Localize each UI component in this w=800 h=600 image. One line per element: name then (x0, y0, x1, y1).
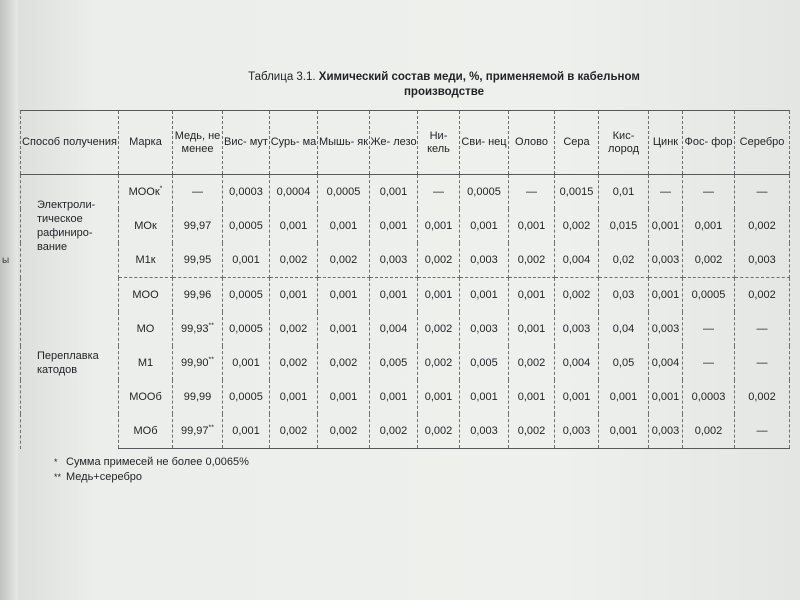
cell-grade: МООб (119, 380, 173, 414)
cell-bismuth: 0,0005 (223, 278, 270, 313)
footnote (54, 455, 249, 470)
cell-bismuth: 0,001 (223, 346, 270, 380)
cell-copper: 99,96 (173, 278, 223, 313)
cell-silver: — (735, 346, 790, 380)
col-grade: Марка (119, 111, 173, 175)
cell-copper: 99,99 (173, 380, 223, 414)
copper-composition-table (20, 110, 790, 449)
cell-lead: 0,001 (460, 380, 509, 414)
cell-oxygen: 0,001 (599, 414, 649, 449)
edge-letter: ы (2, 255, 10, 266)
cell-nickel: 0,001 (418, 380, 460, 414)
cell-zinc: 0,001 (649, 380, 683, 414)
method-remelting: Переплавка катодов (21, 278, 119, 449)
caption-label: Таблица 3.1. (248, 71, 316, 83)
cell-lead: 0,003 (460, 243, 509, 278)
cell-bismuth: 0,0005 (223, 380, 270, 414)
cell-copper: 99,95 (173, 243, 223, 278)
cell-zinc: — (649, 175, 683, 210)
cell-phosphorus: 0,002 (683, 414, 735, 449)
col-zinc: Цинк (649, 111, 683, 175)
col-antimony: Сурь- ма (270, 111, 318, 175)
cell-lead: 0,003 (460, 312, 509, 346)
table-row (21, 414, 790, 449)
cell-iron: 0,001 (370, 209, 418, 243)
cell-iron: 0,001 (370, 278, 418, 313)
cell-antimony: 0,002 (270, 243, 318, 278)
cell-arsenic: 0,001 (318, 312, 370, 346)
cell-nickel: — (418, 175, 460, 210)
footnote-text: Медь+серебро (66, 471, 143, 483)
cell-zinc: 0,004 (649, 346, 683, 380)
cell-grade: М1 (119, 346, 173, 380)
cell-lead: 0,005 (460, 346, 509, 380)
cell-iron: 0,001 (370, 380, 418, 414)
cell-silver: — (735, 175, 790, 210)
caption-title: Химический состав меди, %, применяемой в кабельном (318, 71, 640, 83)
cell-phosphorus: — (683, 346, 735, 380)
cell-iron: 0,003 (370, 243, 418, 278)
cell-copper: 99,97** (173, 414, 223, 449)
table-row (21, 380, 790, 414)
cell-arsenic: 0,001 (318, 278, 370, 313)
footnote-mark: ** (54, 472, 62, 482)
cell-sulfur: 0,004 (555, 346, 599, 380)
cell-silver: — (735, 312, 790, 346)
cell-tin: 0,002 (509, 414, 555, 449)
cell-tin: 0,002 (509, 243, 555, 278)
col-copper: Медь, не менее (173, 111, 223, 175)
cell-arsenic: 0,002 (318, 243, 370, 278)
cell-arsenic: 0,002 (318, 346, 370, 380)
cell-iron: 0,005 (370, 346, 418, 380)
cell-bismuth: 0,001 (223, 243, 270, 278)
cell-antimony: 0,002 (270, 414, 318, 449)
cell-oxygen: 0,02 (599, 243, 649, 278)
col-oxygen: Кис- лород (599, 111, 649, 175)
cell-antimony: 0,001 (270, 278, 318, 313)
footnote-mark: * (54, 457, 58, 467)
footnotes (54, 455, 249, 485)
cell-arsenic: 0,002 (318, 414, 370, 449)
cell-zinc: 0,001 (649, 278, 683, 313)
col-tin: Олово (509, 111, 555, 175)
cell-grade: МОб (119, 414, 173, 449)
cell-tin: — (509, 175, 555, 210)
col-lead: Сви- нец (460, 111, 509, 175)
cell-bismuth: 0,0005 (223, 312, 270, 346)
cell-phosphorus: 0,002 (683, 243, 735, 278)
table-row (21, 243, 790, 278)
col-phosphorus: Фос- фор (683, 111, 735, 175)
col-bismuth: Вис- мут (223, 111, 270, 175)
table-row (21, 175, 790, 210)
table-row (21, 312, 790, 346)
cell-oxygen: 0,05 (599, 346, 649, 380)
col-nickel: Ни- кель (418, 111, 460, 175)
cell-zinc: 0,001 (649, 209, 683, 243)
cell-copper: — (173, 175, 223, 210)
cell-oxygen: 0,01 (599, 175, 649, 210)
cell-phosphorus: — (683, 312, 735, 346)
cell-sulfur: 0,002 (555, 209, 599, 243)
cell-grade: МО (119, 312, 173, 346)
cell-copper: 99,93** (173, 312, 223, 346)
method-electrolytic: Электроли- тическое рафиниро- вание (21, 175, 119, 278)
cell-bismuth: 0,001 (223, 414, 270, 449)
cell-tin: 0,001 (509, 312, 555, 346)
cell-tin: 0,001 (509, 278, 555, 313)
cell-grade: МОО (119, 278, 173, 313)
cell-lead: 0,003 (460, 414, 509, 449)
cell-sulfur: 0,0015 (555, 175, 599, 210)
cell-sulfur: 0,002 (555, 278, 599, 313)
cell-oxygen: 0,03 (599, 278, 649, 313)
cell-oxygen: 0,015 (599, 209, 649, 243)
cell-tin: 0,002 (509, 346, 555, 380)
col-sulfur: Сера (555, 111, 599, 175)
table-row (21, 278, 790, 313)
header-row (21, 111, 790, 175)
table-row (21, 209, 790, 243)
cell-bismuth: 0,0005 (223, 209, 270, 243)
col-silver: Серебро (735, 111, 790, 175)
cell-arsenic: 0,001 (318, 380, 370, 414)
cell-antimony: 0,002 (270, 346, 318, 380)
cell-sulfur: 0,001 (555, 380, 599, 414)
cell-antimony: 0,002 (270, 312, 318, 346)
cell-nickel: 0,001 (418, 209, 460, 243)
cell-grade: МОк (119, 209, 173, 243)
cell-sulfur: 0,003 (555, 312, 599, 346)
cell-arsenic: 0,001 (318, 209, 370, 243)
cell-silver: 0,002 (735, 278, 790, 313)
cell-silver: — (735, 414, 790, 449)
cell-lead: 0,0005 (460, 175, 509, 210)
cell-lead: 0,001 (460, 209, 509, 243)
cell-phosphorus: 0,0005 (683, 278, 735, 313)
cell-iron: 0,004 (370, 312, 418, 346)
cell-oxygen: 0,001 (599, 380, 649, 414)
col-iron: Же- лезо (370, 111, 418, 175)
cell-grade: М1к (119, 243, 173, 278)
col-method: Способ получения (21, 111, 119, 175)
cell-antimony: 0,001 (270, 380, 318, 414)
cell-tin: 0,001 (509, 209, 555, 243)
cell-antimony: 0,001 (270, 209, 318, 243)
cell-copper: 99,90** (173, 346, 223, 380)
cell-phosphorus: — (683, 175, 735, 210)
cell-lead: 0,001 (460, 278, 509, 313)
cell-sulfur: 0,003 (555, 414, 599, 449)
cell-nickel: 0,002 (418, 243, 460, 278)
cell-bismuth: 0,0003 (223, 175, 270, 210)
cell-grade: МООк* (119, 175, 173, 210)
cell-zinc: 0,003 (649, 312, 683, 346)
cell-silver: 0,003 (735, 243, 790, 278)
cell-antimony: 0,0004 (270, 175, 318, 210)
cell-nickel: 0,002 (418, 346, 460, 380)
cell-zinc: 0,003 (649, 414, 683, 449)
table-caption (214, 70, 674, 100)
cell-iron: 0,001 (370, 175, 418, 210)
caption-title-line2: производстве (403, 86, 485, 98)
cell-arsenic: 0,0005 (318, 175, 370, 210)
cell-iron: 0,002 (370, 414, 418, 449)
cell-phosphorus: 0,0003 (683, 380, 735, 414)
col-arsenic: Мышь- як (318, 111, 370, 175)
table-row (21, 346, 790, 380)
cell-copper: 99,97 (173, 209, 223, 243)
footnote (54, 470, 249, 485)
cell-nickel: 0,002 (418, 414, 460, 449)
book-page (14, 0, 800, 600)
cell-nickel: 0,002 (418, 312, 460, 346)
cell-zinc: 0,003 (649, 243, 683, 278)
cell-silver: 0,002 (735, 380, 790, 414)
cell-sulfur: 0,004 (555, 243, 599, 278)
cell-phosphorus: 0,001 (683, 209, 735, 243)
footnote-text: Сумма примесей не более 0,0065% (66, 456, 249, 468)
cell-oxygen: 0,04 (599, 312, 649, 346)
cell-tin: 0,001 (509, 380, 555, 414)
cell-nickel: 0,001 (418, 278, 460, 313)
cell-silver: 0,002 (735, 209, 790, 243)
